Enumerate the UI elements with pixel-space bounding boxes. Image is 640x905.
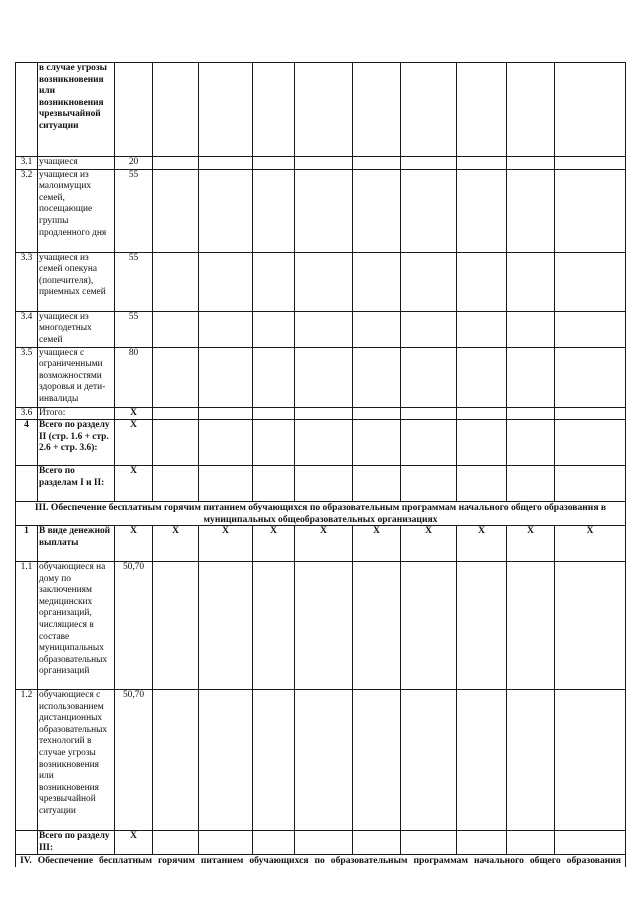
section-title: III. Обеспечение бесплатным горячим питанием обучающихся по образовательным программам начального общего образования в муниципальных общеобразовательных организациях [16,502,626,526]
data-cell [353,466,401,502]
table-row [16,347,626,407]
data-cell [153,311,199,347]
data-cell [199,63,253,157]
row-number: 3.1 [16,157,38,170]
data-cell [199,420,253,466]
data-cell [457,466,507,502]
data-cell [353,169,401,252]
row-label: обучающиеся на дому по заключениям медицинских организаций, числящиеся в составе муниципальных образовательных организаций [38,562,115,690]
data-cell [295,831,353,855]
row-label: Всего по разделу II (стр. 1.6 + стр. 2.6 + стр. 3.6): [38,420,115,466]
data-cell [353,252,401,311]
data-cell [401,407,457,420]
data-cell [199,690,253,831]
data-cell [253,831,295,855]
rate-cell: 50,70 [115,562,153,690]
data-cell [401,562,457,690]
data-cell [253,311,295,347]
row-number: 3.5 [16,347,38,407]
data-cell: Х [253,526,295,562]
row-number: 3.6 [16,407,38,420]
data-cell [295,169,353,252]
data-cell: Х [353,526,401,562]
data-cell [199,562,253,690]
data-cell [353,347,401,407]
data-cell [401,157,457,170]
data-cell [253,157,295,170]
data-cell [295,420,353,466]
data-cell [555,420,626,466]
data-cell [295,562,353,690]
table-row [16,407,626,420]
data-cell [401,420,457,466]
data-cell [153,157,199,170]
data-cell: Х [457,526,507,562]
row-number: 3.2 [16,169,38,252]
row-number [16,466,38,502]
row-label: Итого: [38,407,115,420]
data-cell [507,347,555,407]
rate-cell: Х [115,466,153,502]
data-cell [507,690,555,831]
data-cell [353,562,401,690]
data-cell [555,562,626,690]
rate-cell: Х [115,831,153,855]
data-cell [555,63,626,157]
rate-cell: 55 [115,169,153,252]
data-cell [507,407,555,420]
data-cell: Х [295,526,353,562]
data-cell [401,466,457,502]
data-cell [401,63,457,157]
report-table [15,62,626,867]
data-cell [555,157,626,170]
data-cell [199,347,253,407]
data-cell [457,252,507,311]
data-cell [555,252,626,311]
data-cell [199,311,253,347]
data-cell: Х [555,526,626,562]
data-cell [555,311,626,347]
table-row [16,420,626,466]
data-cell [253,252,295,311]
data-cell [401,252,457,311]
row-label: В виде денежной выплаты [38,526,115,562]
data-cell [153,169,199,252]
data-cell [401,347,457,407]
data-cell [353,63,401,157]
table-row [16,831,626,855]
data-cell [253,690,295,831]
data-cell [295,347,353,407]
rate-cell: Х [115,526,153,562]
data-cell [555,347,626,407]
section-header-row [16,855,626,867]
data-cell: Х [507,526,555,562]
data-cell [253,169,295,252]
data-cell [199,252,253,311]
data-cell [507,311,555,347]
row-number: 1.1 [16,562,38,690]
data-cell [555,690,626,831]
row-label: учащиеся с ограниченными возможностями здоровья и дети-инвалиды [38,347,115,407]
table-row [16,526,626,562]
rate-cell: 80 [115,347,153,407]
data-cell [507,420,555,466]
data-cell [199,169,253,252]
row-label: учащиеся из малоимущих семей, посещающие группы продленного дня [38,169,115,252]
table-row [16,466,626,502]
row-label: Всего по разделу III: [38,831,115,855]
rate-cell [115,63,153,157]
rate-cell: 55 [115,252,153,311]
rate-cell: 20 [115,157,153,170]
data-cell [457,831,507,855]
table-row [16,252,626,311]
data-cell [153,831,199,855]
data-cell [353,420,401,466]
data-cell [295,690,353,831]
data-cell [353,157,401,170]
row-label: обучающиеся с использованием дистанционных образовательных технологий в случае угрозы возникновения или возникновения чрезвычайной ситуации [38,690,115,831]
row-label: учащиеся из многодетных семей [38,311,115,347]
table-row [16,562,626,690]
table-row [16,311,626,347]
table-row [16,157,626,170]
table-row [16,63,626,157]
data-cell [199,831,253,855]
data-cell [295,311,353,347]
row-label: в случае угрозы возникновения или возникновения чрезвычайной ситуации [38,63,115,157]
data-cell [457,311,507,347]
data-cell [295,407,353,420]
data-cell [295,252,353,311]
table-row [16,169,626,252]
data-cell [199,157,253,170]
data-cell [353,690,401,831]
data-cell [555,407,626,420]
data-cell [401,831,457,855]
data-cell [199,407,253,420]
data-cell [353,311,401,347]
data-cell [253,407,295,420]
data-cell [153,420,199,466]
data-cell [507,169,555,252]
data-cell [401,169,457,252]
data-cell [401,690,457,831]
data-cell [253,420,295,466]
section-title: IV. Обеспечение бесплатным горячим питанием обучающихся по образовательным программам начального общего образования [16,855,626,867]
data-cell [353,407,401,420]
data-cell: Х [401,526,457,562]
data-cell [153,407,199,420]
data-cell [507,562,555,690]
data-cell [457,63,507,157]
data-cell [507,466,555,502]
rate-cell: 50,70 [115,690,153,831]
data-cell [153,347,199,407]
row-label: учащиеся из семей опекуна (попечителя), приемных семей [38,252,115,311]
data-cell [153,63,199,157]
data-cell [457,420,507,466]
rate-cell: 55 [115,311,153,347]
row-number: 1 [16,526,38,562]
row-label: Всего по разделам I и II: [38,466,115,502]
data-cell [253,562,295,690]
data-cell [555,169,626,252]
row-number [16,63,38,157]
data-cell [153,562,199,690]
data-cell [507,831,555,855]
row-number [16,831,38,855]
data-cell [401,311,457,347]
data-cell [295,63,353,157]
data-cell [295,466,353,502]
row-number: 3.3 [16,252,38,311]
data-cell [457,562,507,690]
data-cell [457,347,507,407]
data-cell [153,252,199,311]
data-cell: Х [153,526,199,562]
data-cell [507,157,555,170]
data-cell [253,63,295,157]
data-cell [153,466,199,502]
data-cell [555,466,626,502]
rate-cell: Х [115,407,153,420]
data-cell [253,466,295,502]
rate-cell: Х [115,420,153,466]
section-header-row [16,502,626,526]
data-cell [507,252,555,311]
data-cell [457,169,507,252]
row-number: 3.4 [16,311,38,347]
data-cell [457,407,507,420]
data-cell [507,63,555,157]
data-cell [295,157,353,170]
table-row [16,690,626,831]
data-cell: Х [199,526,253,562]
data-cell [353,831,401,855]
row-label: учащиеся [38,157,115,170]
row-number: 1.2 [16,690,38,831]
data-cell [555,831,626,855]
data-cell [253,347,295,407]
data-cell [153,690,199,831]
data-cell [457,690,507,831]
data-cell [199,466,253,502]
row-number: 4 [16,420,38,466]
data-cell [457,157,507,170]
